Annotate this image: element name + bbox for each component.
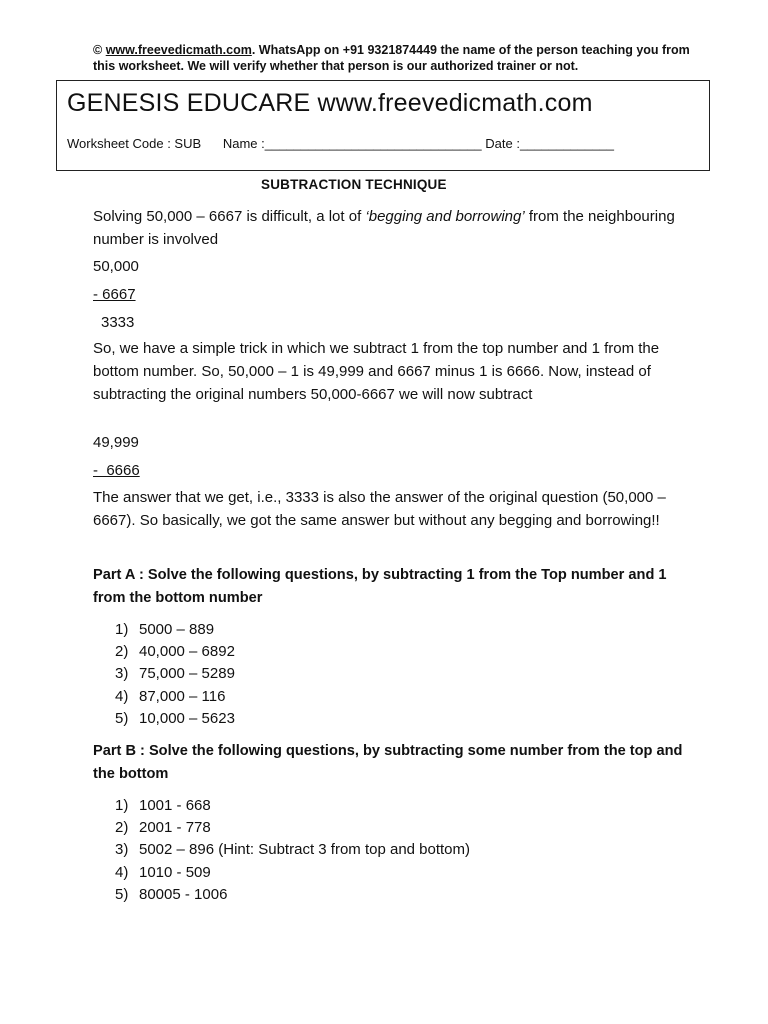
item-number: 4) — [115, 863, 129, 881]
explanation-paragraph: So, we have a simple trick in which we subtract 1 from the top number and 1 from the bottom number. So, 50,000 – 1 is 49,999 and 6667 minus 1 is 6666. Now, instead of subtracting the original numbers 50,000-6667 we will now subtract — [93, 340, 660, 403]
item-question: 1010 - 509 — [139, 863, 211, 881]
worksheet-code: Worksheet Code : SUB — [67, 136, 202, 151]
intro-italic-phrase: ‘begging and borrowing’ — [365, 208, 525, 225]
item-question: 75,000 – 5289 — [139, 665, 235, 683]
example2-top: 49,999 — [93, 434, 139, 451]
worksheet-header — [56, 80, 710, 171]
item-number: 2) — [115, 819, 129, 837]
item-number: 5) — [115, 885, 129, 903]
item-number: 3) — [115, 665, 129, 683]
item-number: 1) — [115, 797, 129, 814]
list-item — [115, 663, 235, 685]
notice-text: . WhatsApp on +91 9321874449 the name of the person teaching you from this worksheet. We will verify whether that person is our authorized trainer or not. — [93, 43, 690, 73]
copyright-notice — [93, 42, 693, 74]
part-a-questions — [115, 619, 235, 730]
list-item — [115, 862, 470, 884]
list-item — [115, 686, 235, 708]
example1-top: 50,000 — [93, 258, 139, 275]
list-item — [115, 884, 470, 906]
intro-text: Solving 50,000 – 6667 is difficult, a lot of — [93, 208, 366, 225]
list-item — [115, 839, 470, 861]
list-item — [115, 619, 235, 641]
website-link[interactable]: www.freevedicmath.com — [105, 43, 252, 57]
item-question: 5002 – 896 (Hint: Subtract 3 from top and bottom) — [139, 841, 471, 859]
item-question: 5000 – 889 — [139, 621, 215, 638]
list-item — [115, 817, 470, 839]
brand-title: GENESIS EDUCARE www.freevedicmath.com — [67, 89, 593, 117]
example2-bottom-wrap — [93, 459, 683, 482]
date-field[interactable]: Date :_____________ — [485, 136, 614, 151]
part-b-questions — [115, 795, 470, 906]
conclusion-paragraph: The answer that we get, i.e., 3333 is also the answer of the original question (50,000 – 6667). So basically, we got the same answer but without any begging and borrowing!! — [93, 489, 666, 529]
item-number: 2) — [115, 643, 129, 661]
item-number: 3) — [115, 841, 129, 859]
example1-bottom: - 6667 — [93, 286, 136, 303]
item-question: 2001 - 778 — [139, 819, 211, 837]
item-number: 4) — [115, 687, 129, 705]
item-question: 1001 - 668 — [139, 797, 211, 814]
item-question: 40,000 – 6892 — [139, 643, 235, 661]
part-b-heading: Part B : Solve the following questions, by subtracting some number from the top and the bottom — [93, 743, 683, 782]
item-number: 1) — [115, 621, 129, 638]
item-question: 80005 - 1006 — [139, 885, 228, 903]
item-number: 5) — [115, 709, 129, 727]
item-question: 87,000 – 116 — [139, 687, 226, 705]
name-field[interactable]: Name :______________________________ — [222, 136, 482, 151]
copyright-symbol: © — [93, 43, 103, 57]
list-item — [115, 641, 235, 663]
intro-paragraph — [93, 205, 683, 251]
worksheet-meta — [67, 136, 614, 151]
page-title: SUBTRACTION TECHNIQUE — [261, 177, 447, 192]
list-item — [115, 708, 235, 730]
part-a-heading: Part A : Solve the following questions, by subtracting 1 from the Top number and 1 from the bottom number — [93, 567, 667, 606]
item-question: 10,000 – 5623 — [139, 709, 235, 727]
example1-bottom-wrap — [93, 283, 683, 306]
intro-text-end: from the neighbouring number is involved — [93, 208, 675, 248]
example1-answer: 3333 — [101, 314, 135, 331]
example2-bottom: - 6666 — [93, 462, 140, 479]
list-item — [115, 795, 470, 817]
